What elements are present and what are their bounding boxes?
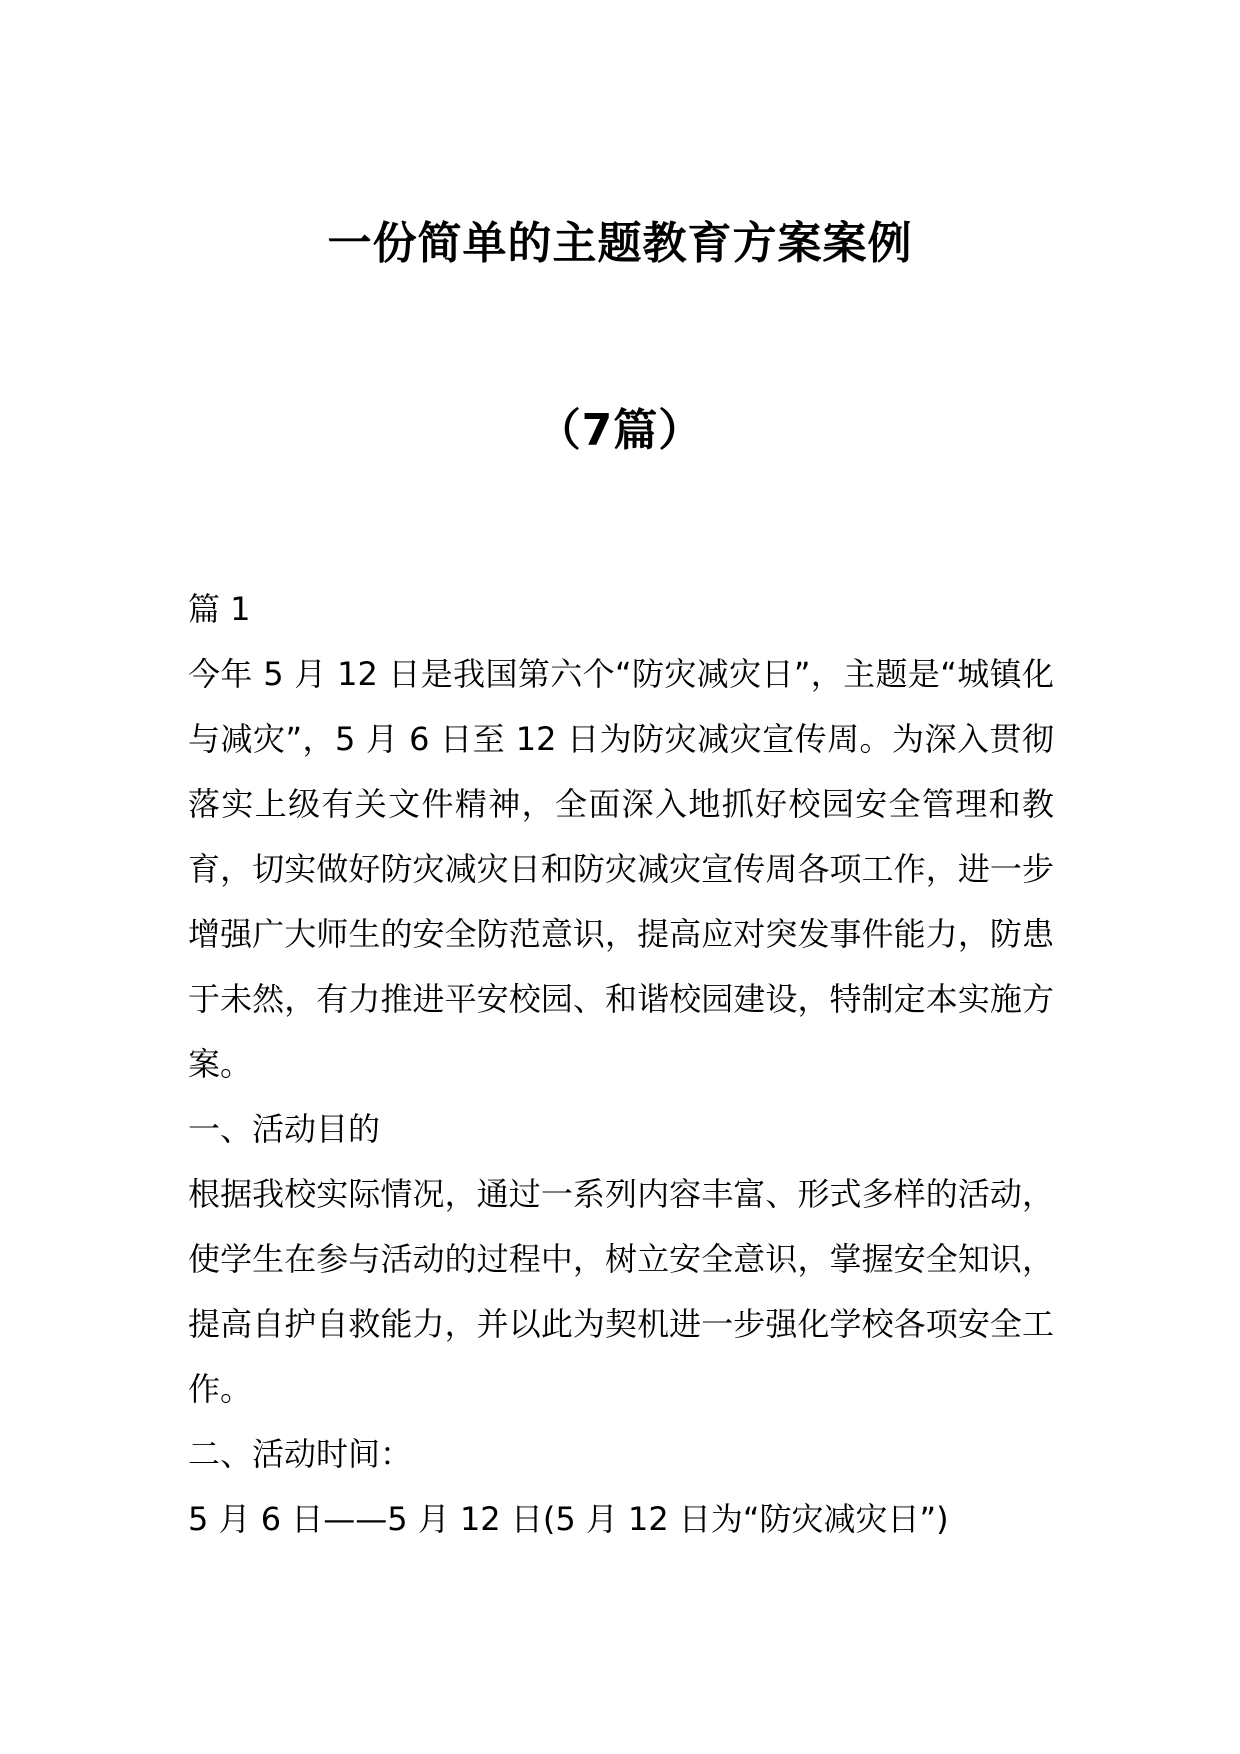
document-body (188, 577, 1054, 1552)
activity-dates: 5 月 6 日——5 月 12 日(5 月 12 日为“防灾减灾日”) (188, 1500, 949, 1538)
section-heading-time: 二、活动时间： (188, 1435, 413, 1473)
document-title: 一份简单的主题教育方案案例 (327, 218, 913, 269)
purpose-paragraph: 根据我校实际情况，通过一系列内容丰富、形式多样的活动，使学生在参与活动的过程中，树立安全意识，掌握安全知识，提高自护自救能力，并以此为契机进一步强化学校各项安全工作。 (188, 1175, 1054, 1408)
document-subtitle: （7篇） (536, 405, 704, 456)
section-heading-purpose: 一、活动目的 (188, 1110, 381, 1148)
chapter-label: 篇 1 (188, 590, 251, 628)
intro-paragraph: 今年 5 月 12 日是我国第六个“防灾减灾日”，主题是“城镇化与减灾”，5 月 6 日至 12 日为防灾减灾宣传周。为深入贯彻落实上级有关文件精神，全面深入地抓好校园安全管理和教育，切实做好防灾减灾日和防灾减灾宣传周各项工作，进一步增强广大师生的安全防范意识，提高应对突发事件能力，防患于未然，有力推进平安校园、和谐校园建设，特制定本实施方案。 (188, 655, 1054, 1083)
